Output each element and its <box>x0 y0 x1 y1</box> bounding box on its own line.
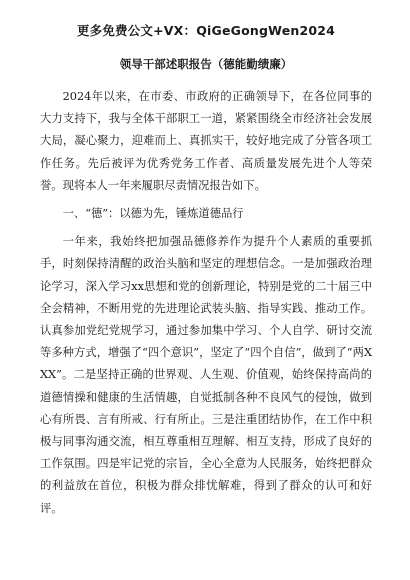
document-title: 领导干部述职报告（德能勤绩廉） <box>119 57 293 71</box>
intro-paragraph: 2024年以来，在市委、市政府的正确领导下，在各位同事的大力支持下，我与全体干部职工一道，紧紧围绕全市经济社会发展大局，凝心聚力，迎难而上、真抓实干，较好地完成了分管各项工作任务。先后被评为优秀党务工作者、高质量发展先进个人等荣誉。现将本人一年来履职尽责情况报告如下。 <box>40 90 372 192</box>
promo-banner: 更多免费公文+VX：QiGeGongWen2024 <box>76 23 336 38</box>
section-heading: 一、“德”：以德为先，锤炼道德品行 <box>62 207 244 221</box>
body-paragraph: 一年来，我始终把加强品德修养作为提升个人素质的重要抓手，时刻保持清醒的政治头脑和坚定的理想信念。一是加强政治理论学习，深入学习xx思想和党的创新理论，特别是党的二十届三中全会精神，不断用党的先进理论武装头脑、指导实践、推动工作。认真参加党纪党规学习，通过参加集中学习、个人自学、研讨交流等多种方式，增强了“四个意识”，坚定了“四个自信”，做到了“两XXX”。二是坚持正确的世界观、人生观、价值观，始终保持高尚的道德情操和健康的生活情趣，自觉抵制各种不良风气的侵蚀，做到心有所畏、言有所戒、行有所止。三是注重团结协作，在工作中积极与同事沟通交流，相互尊重相互理解、相互支持，形成了良好的工作氛围。四是牢记党的宗旨，全心全意为人民服务，始终把群众的利益放在首位，积极为群众排忧解难，得到了群众的认可和好评。 <box>40 235 372 515</box>
